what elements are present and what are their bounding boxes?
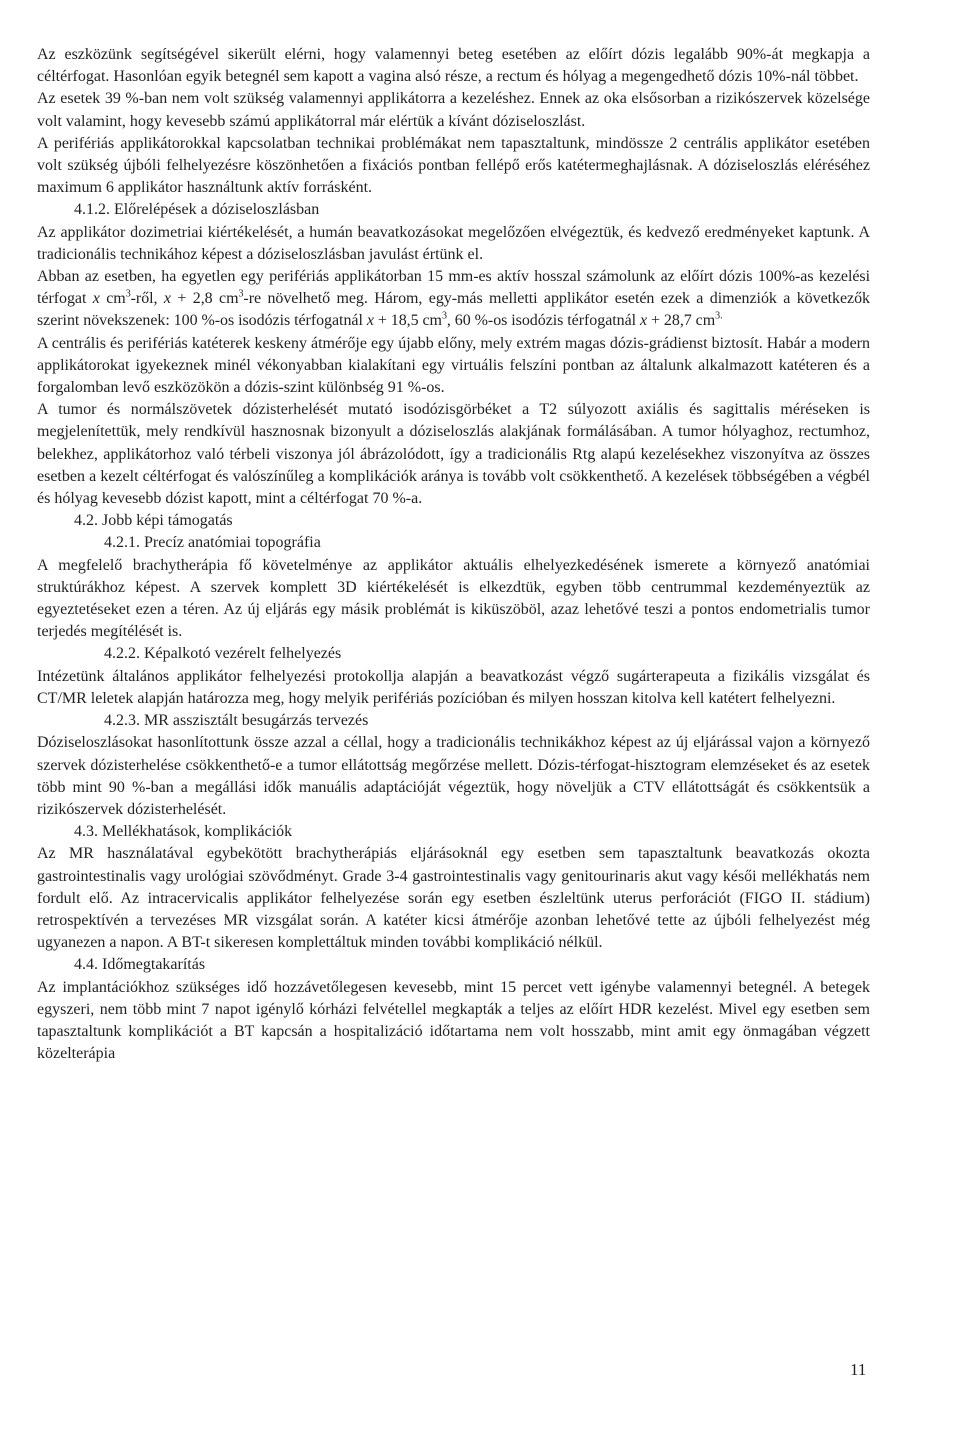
variable-x: x <box>366 312 374 330</box>
variable-x: x <box>163 290 171 308</box>
heading-4-2: 4.2. Jobb képi támogatás <box>74 512 233 530</box>
paragraph-isodose-curves: A tumor és normálszövetek dózisterhelését mutató isodózisgörbéket a T2 súlyozott axiális és sagittalis méréseken is megjelenítettük, mely rendkívül hasznosnak bizonyult a dóziseloszlás alakjának formálásában. A tumor hólyaghoz, rectumhoz, belekhez, applikátorhoz való térbeli viszonya jól ábrázolódott, így a tradicionális Rtg alapú kezelésekhez viszonyítva az összes esetben a kezelt céltérfogat és valószínűleg a komplikációk aránya is tovább volt csökkenthető. A kezelések többségében a végbél és hólyag kevesebb dózist kapott, mint a céltérfogat 70 %-a. <box>37 401 870 508</box>
paragraph-image-guided-placement: Intézetünk általános applikátor felhelyezési protokollja alapján a beavatkozást végző sugárterapeuta a fizikális vizsgálat és CT/MR leletek alapján határozza meg, hogy melyik perifériás pozícióban és milyen hosszan kitolva kell katétert felhelyezni. <box>37 667 870 707</box>
text-segment: Abban az esetben, ha egyetlen egy perifériás applikátorban 15 mm-es aktív hosszal számolunk az előírt dózis 100%-as kezelési térfogat <box>37 268 870 308</box>
paragraph-time-saving: Az implantációkhoz szükséges idő hozzávetőlegesen kevesebb, mint 15 percet vett igénybe valamennyi betegnél. A betegek egyszeri, nem több mint 7 napot igénylő kórházi felvétellel megkapták a teljes az előírt HDR kezelést. Mivel egy esetben sem tapasztaltunk komplikációt a BT kapcsán a hospitalizáció időtartama nem volt hosszabb, mint amit egy önmagában végzett közelterápia <box>37 978 870 1063</box>
document-page <box>37 44 870 1065</box>
variable-x: x <box>639 312 648 330</box>
superscript: 3. <box>715 311 723 323</box>
text-segment: -ről, <box>130 290 164 308</box>
variable-x: x <box>92 290 100 308</box>
text-segment: + 18,5 cm <box>373 312 442 330</box>
paragraph-dose-coverage: Az eszközünk segítségével sikerült elérni, hogy valamennyi beteg esetében az előírt dózis legalább 90%-át megkapja a céltérfogat. Hasonlóan egyik betegnél sem kapott a vagina alsó része, a rectum és hólyag a megengedhető dózis 10%-nál többet. <box>37 46 870 86</box>
paragraph-applicator-need: Az esetek 39 %-ban nem volt szükség valamennyi applikátorra a kezeléshez. Ennek az oka elsősorban a rizikószervek közelsége volt valamint, hogy kevesebb számú applikátorral már elértük a kívánt dóziseloszlást. <box>37 90 870 130</box>
paragraph-anatomical-topography: A megfelelő brachytherápia fő követelménye az applikátor aktuális elhelyezkedésének ismerete a környező anatómiai struktúrákhoz képest. A szervek komplett 3D kiértékelését is elkezdtük, egyben több centrummal kezdeményeztük az egyeztetéseket ezen a téren. Az új eljárás egy másik problémát is kiküszöböl, azaz lehetővé teszi a pontos endometrialis tumor terjedés megítélését is. <box>37 556 870 641</box>
text-segment: + 28,7 cm <box>647 312 716 330</box>
superscript: 3 <box>125 288 131 300</box>
text-segment: , 60 %-os isodózis térfogatnál <box>446 312 640 330</box>
heading-4-2-3: 4.2.3. MR asszisztált besugárzás tervezés <box>104 712 369 730</box>
heading-4-3: 4.3. Mellékhatások, komplikációk <box>74 823 293 841</box>
text-segment: cm <box>99 290 126 308</box>
heading-4-4: 4.4. Időmegtakarítás <box>74 956 206 974</box>
paragraph-catheter-diameter: A centrális és perifériás katéterek keskeny átmérője egy újabb előny, mely extrém magas dózis-grádienst biztosít. Habár a modern applikátorokat igyekeznek minél vékonyabban kialakítani egy virtuális felszíni pontban az általunk alkalmazott katéteren és a forgalomban levő eszközökön a dózis-szint különbség 91 %-os. <box>37 334 870 397</box>
paragraph-peripheral-applicators: A perifériás applikátorokkal kapcsolatban technikai problémákat nem tapasztaltunk, mindössze 2 centrális applikátor esetében volt szükség újbóli felhelyezésre köszönhetően a fixációs pontban fellépő erős katétermeghajlásnak. A dóziseloszlás eléréséhez maximum 6 applikátor használtunk aktív forrásként. <box>37 134 870 197</box>
paragraph-side-effects: Az MR használatával egybekötött brachytherápiás eljárásoknál egy esetben sem tapasztaltunk beavatkozás okozta gastrointestinalis vagy urológiai szövődményt. Grade 3-4 gastrointestinalis vagy genitourinaris akut vagy késői mellékhatás nem fordult elő. Az intracervicalis applikátor felhelyezése során egy esetben észleltünk uterus perforációt (FIGO II. stádium) retrospektívén a tervezéses MR vizsgálat során. A katéter kicsi átmérője azonban lehetővé tette az újbóli felhelyezést még ugyanezen a napon. A BT-t sikeresen komplettáltuk minden további komplikáció nélkül. <box>37 845 870 952</box>
paragraph-volume-increase <box>37 266 870 333</box>
heading-4-1-2: 4.1.2. Előrelépések a dóziseloszlásban <box>74 201 320 219</box>
superscript: 3 <box>441 311 447 323</box>
heading-4-2-2: 4.2.2. Képalkotó vezérelt felhelyezés <box>104 645 342 663</box>
superscript: 3 <box>238 288 244 300</box>
text-segment: + 2,8 cm <box>170 290 239 308</box>
text-segment: -re növelhető meg. Három, egy-más melletti applikátor esetén ezek a dimenziók a következők szerint növekszenek: 100 %-os isodózis térfogatnál <box>37 290 870 330</box>
heading-4-2-1: 4.2.1. Precíz anatómiai topográfia <box>104 534 321 552</box>
paragraph-dosimetric-evaluation: Az applikátor dozimetriai kiértékelését, a humán beavatkozásokat megelőzően elvégeztük, és kedvező eredményeket kaptunk. A tradicionális technikához képest a dóziseloszlásban javulást értünk el. <box>37 223 870 263</box>
page-number: 11 <box>850 1360 867 1379</box>
paragraph-mr-planning: Dóziseloszlásokat hasonlítottunk össze azzal a céllal, hogy a tradicionális technikákhoz képest az új eljárással vajon a környező szervek dózisterhelése csökkenthető-e a tumor ellátottság megőrzése mellett. Dózis-térfogat-hisztogram elemzéseket és az esetek több mint 90 %-ban a megállási idők manuális adaptációját végeztük, hogy növeljük a CTV ellátottságát és csökkentsük a rizikószervek dózisterhelését. <box>37 734 870 818</box>
